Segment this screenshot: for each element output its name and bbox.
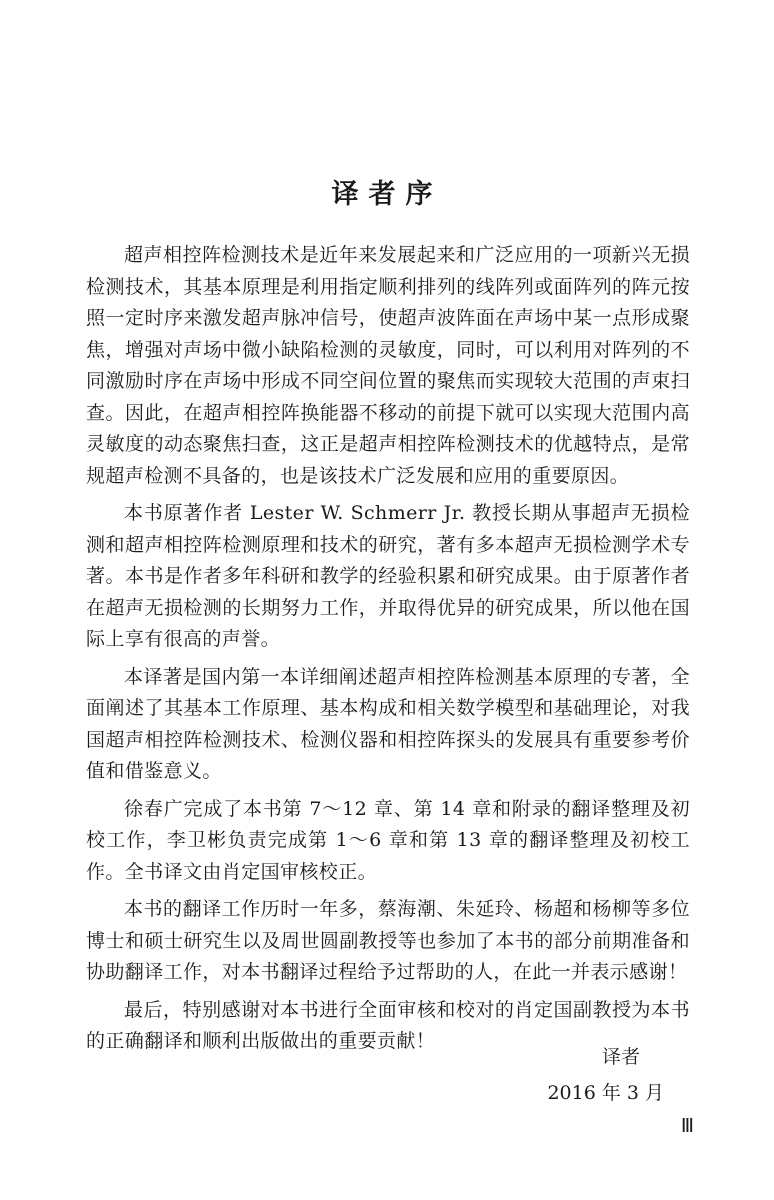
- signature: 译者: [601, 1046, 640, 1068]
- paragraph: 徐春广完成了本书第 7～12 章、第 14 章和附录的翻译整理及初校工作，李卫彬负责完成第 1～6 章和第 13 章的翻译整理及初校工作。全书译文由肖定国审核校正。: [86, 797, 690, 883]
- page-title: 译者序: [331, 179, 443, 210]
- paragraph: 最后，特别感谢对本书进行全面审核和校对的肖定国副教授为本书的正确翻译和顺利出版做出的重要贡献！: [86, 998, 690, 1052]
- paragraph: 本书原著作者 Lester W. Schmerr Jr. 教授长期从事超声无损检测和超声相控阵检测原理和技术的研究，著有多本超声无损检测学术专著。本书是作者多年科研和教学的经验积累和研究成果。由于原著作者在超声无损检测的长期努力工作，并取得优异的研究成果，所以他在国际上享有很高的声誉。: [86, 502, 690, 650]
- page-number: Ⅲ: [680, 1116, 694, 1137]
- preface-body: [86, 240, 690, 1064]
- date: 2016 年 3 月: [547, 1082, 664, 1104]
- paragraph: 本书的翻译工作历时一年多，蔡海潮、朱延玲、杨超和杨柳等多位博士和硕士研究生以及周世圆副教授等也参加了本书的部分前期准备和协助翻译工作，对本书翻译过程给予过帮助的人，在此一并表示感谢！: [86, 898, 690, 983]
- paragraph: 本译著是国内第一本详细阐述超声相控阵检测基本原理的专著，全面阐述了其基本工作原理、基本构成和相关数学模型和基础理论，对我国超声相控阵检测技术、检测仪器和相控阵探头的发展具有重要参考价值和借鉴意义。: [86, 665, 690, 782]
- paragraph: 超声相控阵检测技术是近年来发展起来和广泛应用的一项新兴无损检测技术，其基本原理是利用指定顺利排列的线阵列或面阵列的阵元按照一定时序来激发超声脉冲信号，使超声波阵面在声场中某一点形成聚焦，增强对声场中微小缺陷检测的灵敏度，同时，可以利用对阵列的不同激励时序在声场中形成不同空间位置的聚焦而实现较大范围的声束扫查。因此，在超声相控阵换能器不移动的前提下就可以实现大范围内高灵敏度的动态聚焦扫查，这正是超声相控阵检测技术的优越特点，是常规超声检测不具备的，也是该技术广泛发展和应用的重要原因。: [86, 244, 690, 487]
